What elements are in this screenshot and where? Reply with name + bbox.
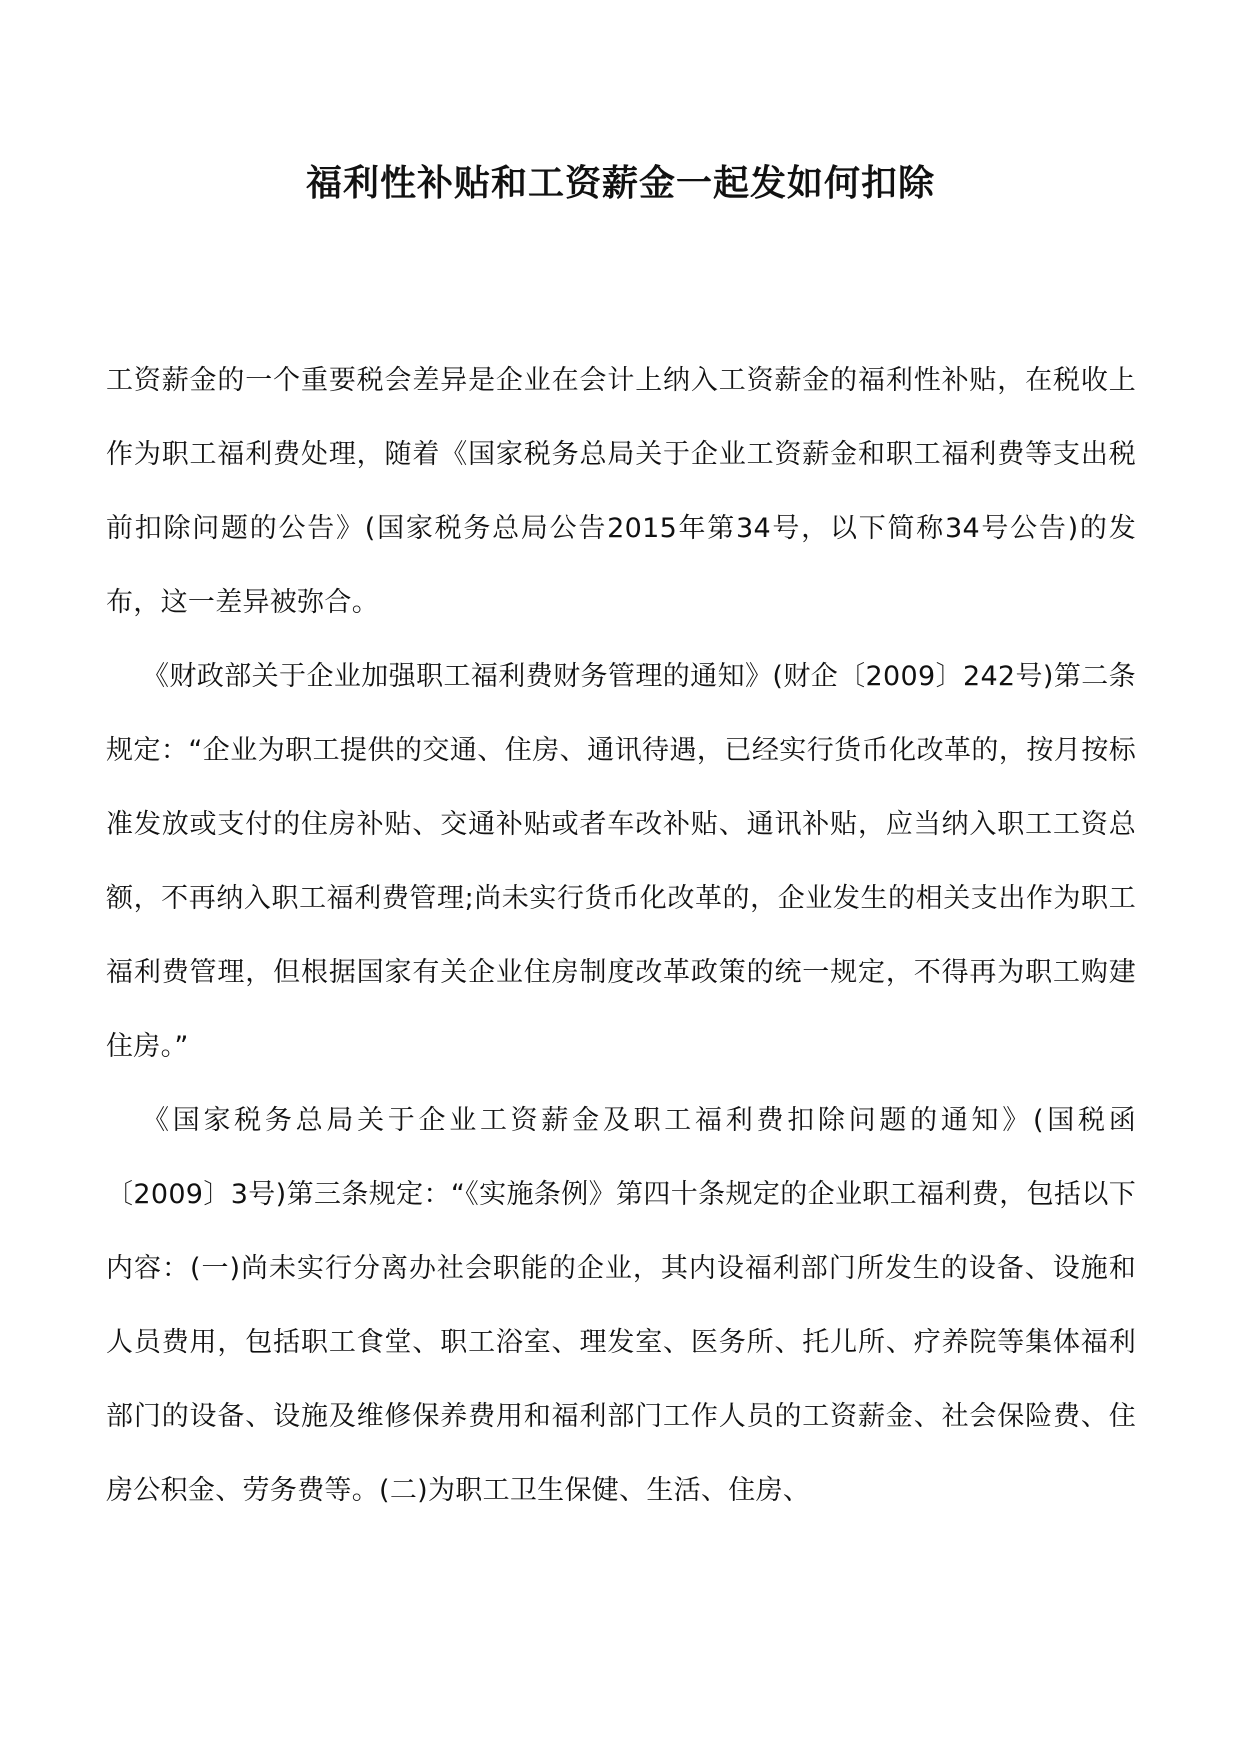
document-body	[106, 344, 1136, 1528]
document-title: 福利性补贴和工资薪金一起发如何扣除	[305, 162, 935, 204]
paragraph-2: 《财政部关于企业加强职工福利费财务管理的通知》(财企〔2009〕242号)第二条规定：“企业为职工提供的交通、住房、通讯待遇，已经实行货币化改革的，按月按标准发放或支付的住房补贴、交通补贴或者车改补贴、通讯补贴，应当纳入职工工资总额，不再纳入职工福利费管理;尚未实行货币化改革的，企业发生的相关支出作为职工福利费管理，但根据国家有关企业住房制度改革政策的统一规定，不得再为职工购建住房。”	[106, 661, 1136, 1062]
paragraph-3: 《国家税务总局关于企业工资薪金及职工福利费扣除问题的通知》(国税函〔2009〕3号)第三条规定：“《实施条例》第四十条规定的企业职工福利费，包括以下内容：(一)尚未实行分离办社会职能的企业，其内设福利部门所发生的设备、设施和人员费用，包括职工食堂、职工浴室、理发室、医务所、托儿所、疗养院等集体福利部门的设备、设施及维修保养费用和福利部门工作人员的工资薪金、社会保险费、住房公积金、劳务费等。(二)为职工卫生保健、生活、住房、	[106, 1105, 1136, 1506]
paragraph-1: 工资薪金的一个重要税会差异是企业在会计上纳入工资薪金的福利性补贴，在税收上作为职工福利费处理，随着《国家税务总局关于企业工资薪金和职工福利费等支出税前扣除问题的公告》(国家税务总局公告2015年第34号，以下简称34号公告)的发布，这一差异被弥合。	[106, 365, 1136, 618]
